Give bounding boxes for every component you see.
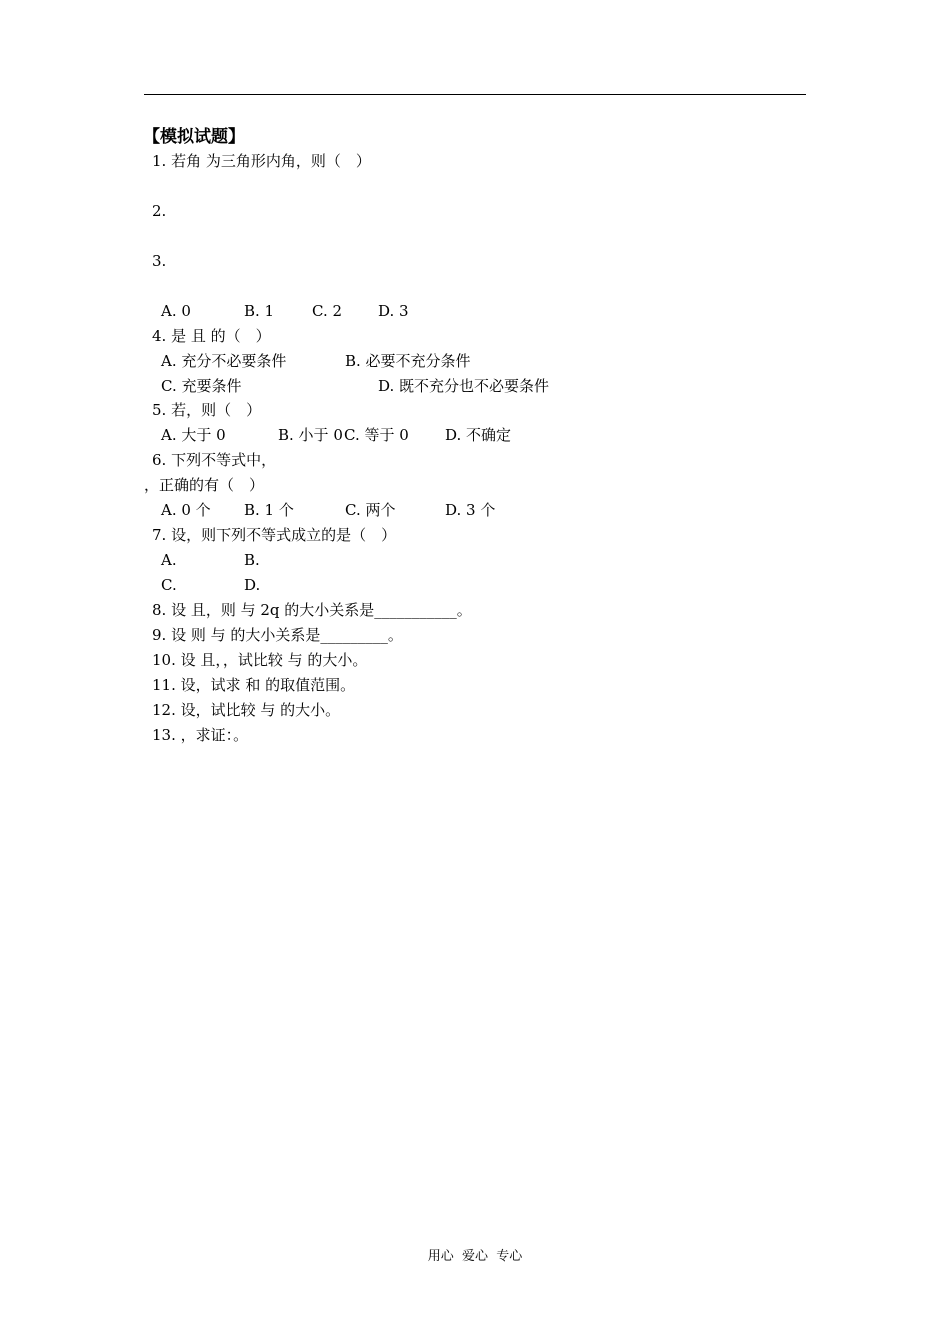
question-4: 4. 是 且 的（ ） <box>152 327 271 345</box>
q3-option-c: C. 2 <box>312 302 343 320</box>
q4-option-a: A. 充分不必要条件 <box>161 352 287 370</box>
question-5: 5. 若，则（ ） <box>152 401 262 419</box>
question-2: 2. <box>152 202 167 220</box>
q4-option-b: B. 必要不充分条件 <box>345 352 471 370</box>
question-3: 3. <box>152 252 167 270</box>
question-6: 6. 下列不等式中， <box>152 451 277 469</box>
q6-option-c: C. 两个 <box>345 501 396 519</box>
q6-option-b: B. 1 个 <box>244 501 294 519</box>
q5-option-d: D. 不确定 <box>445 426 512 444</box>
q3-option-d: D. 3 <box>378 302 409 320</box>
page-footer: 用心 爱心 专心 <box>427 1249 523 1264</box>
q3-option-a: A. 0 <box>161 302 191 320</box>
q3-option-b: B. 1 <box>244 302 275 320</box>
q7-option-c: C. <box>161 576 177 594</box>
question-11: 11. 设，试求 和 的取值范围。 <box>152 676 356 694</box>
question-7: 7. 设，则下列不等式成立的是（ ） <box>152 526 397 544</box>
q7-option-a: A. <box>161 551 177 569</box>
question-1: 1. 若角 为三角形内角，则（ ） <box>152 152 371 170</box>
q6-option-d: D. 3 个 <box>445 501 496 519</box>
question-6-continuation: ，正确的有（ ） <box>144 476 265 494</box>
question-12: 12. 设，试比较 与 的大小。 <box>152 701 341 719</box>
question-10: 10. 设 且，，试比较 与 的大小。 <box>152 651 368 669</box>
question-13: 13. ，求证：。 <box>152 726 249 744</box>
q5-option-b: B. 小于 0 <box>278 426 343 444</box>
q7-option-b: B. <box>244 551 260 569</box>
question-9: 9. 设 则 与 的大小关系是_________。 <box>152 626 403 644</box>
q7-option-d: D. <box>244 576 261 594</box>
section-title: 【模拟试题】 <box>143 127 245 147</box>
q5-option-c: C. 等于 0 <box>344 426 409 444</box>
q4-option-d: D. 既不充分也不必要条件 <box>378 377 550 395</box>
q6-option-a: A. 0 个 <box>161 501 211 519</box>
q5-option-a: A. 大于 0 <box>161 426 226 444</box>
q4-option-c: C. 充要条件 <box>161 377 242 395</box>
question-8: 8. 设 且，则 与 2q 的大小关系是___________。 <box>152 601 472 619</box>
header-rule <box>144 94 806 95</box>
